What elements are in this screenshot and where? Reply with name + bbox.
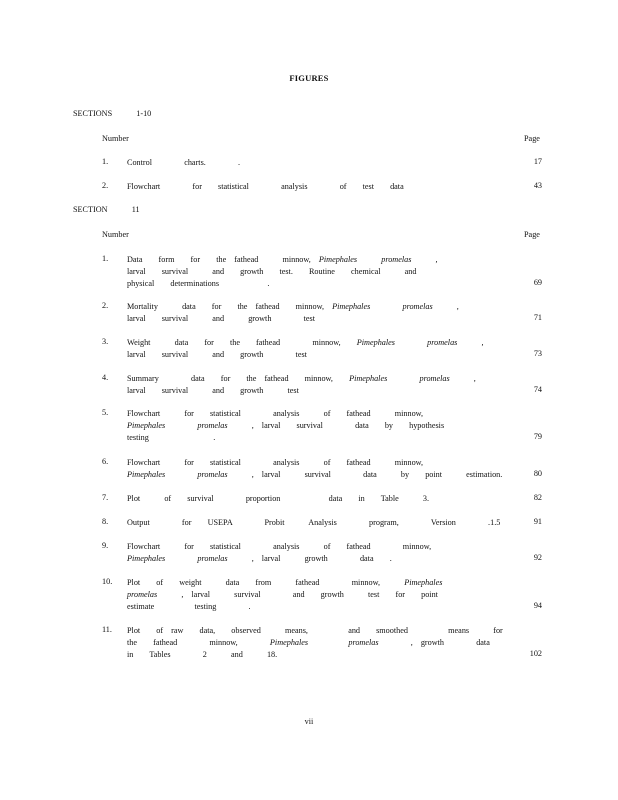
figure-page-number: 17 [533,157,542,166]
figure-page-number: 102 [529,649,542,658]
species-name: promelas [427,338,458,347]
figure-number: 9. [102,541,109,550]
figure-caption [127,625,503,661]
figure-page-number: 69 [533,278,542,287]
figure-number: 2. [102,301,109,310]
species-name: promelas [197,470,228,479]
caption-line: Weight data for the fathead minnow, Pimephales promelas , [127,338,484,347]
number-column-header: Number [102,230,129,239]
figure-number: 1. [102,157,109,166]
caption-line: larval survival and growth test [127,386,299,395]
figure-entry [102,301,542,325]
species-name: Pimephales [318,255,358,264]
figure-entry [102,517,542,529]
species-name: promelas [197,421,228,430]
figure-caption [127,541,437,565]
caption-line: Flowchart for statistical analysis of test data [127,182,404,191]
figure-caption [127,373,476,397]
figure-page-number: 92 [533,553,542,562]
figure-entry [102,373,542,397]
figure-caption [127,181,437,193]
figure-page-number: 43 [533,181,542,190]
caption-line: Output for USEPA Probit Analysis program, Version .1.5 [127,518,501,527]
caption-line: Flowchart for statistical analysis of fathead minnow, [127,542,432,551]
caption-line: larval survival and growth test [127,314,315,323]
figure-number: 2. [102,181,109,190]
caption-line: Plot of raw data, observed means, and smoothed means for [127,626,503,635]
caption-line: physical determinations . [127,279,270,288]
page-column-header: Page [524,230,540,239]
caption-line: estimate testing . [127,602,251,611]
species-name: promelas [381,255,412,264]
number-column-header: Number [102,134,129,143]
figure-page-number: 79 [533,432,542,441]
species-name: promelas [419,374,450,383]
species-name: promelas [197,554,228,563]
section-heading: SECTIONS 1-10 [73,109,152,118]
figure-page-number: 91 [533,517,542,526]
figure-page-number: 73 [533,349,542,358]
figure-caption [127,408,445,444]
species-name: Pimephales [349,374,388,383]
figure-number: 7. [102,493,109,502]
page-title: FIGURES [289,73,329,83]
species-name: Pimephales [127,554,166,563]
figure-entry [102,337,542,361]
figure-entry [102,625,542,661]
section-heading: SECTION 11 [73,205,140,214]
caption-line: Flowchart for statistical analysis of fathead minnow, [127,458,424,467]
figure-caption [127,577,443,613]
figure-entry [102,541,542,565]
caption-line: Plot of survival proportion data in Table 3. [127,494,430,503]
figure-entry [102,181,542,193]
caption-line: Pimephales promelas , larval growth data . [127,554,392,563]
figure-number: 6. [102,457,109,466]
caption-line: Flowchart for statistical analysis of fathead minnow, [127,409,424,418]
caption-line: Control charts. . [127,158,241,167]
species-name: Pimephales [127,470,166,479]
figure-number: 1. [102,254,109,263]
caption-line: Pimephales promelas , larval survival data by point estimation. [127,470,503,479]
figure-entry [102,457,542,481]
caption-line: the fathead minnow, Pimephales promelas , growth data [127,638,490,647]
caption-line: Mortality data for the fathead minnow, Pimephales promelas , [127,302,459,311]
figure-number: 10. [102,577,113,586]
figure-caption [127,493,437,505]
species-name: Pimephales [269,638,309,647]
page-column-header: Page [524,134,540,143]
species-name: Pimephales [356,338,395,347]
caption-line: Pimephales promelas , larval survival data by hypothesis [127,421,445,430]
page-number: vii [304,717,314,726]
figure-caption [127,517,501,529]
species-name: Pimephales [404,578,443,587]
figure-entry [102,408,542,444]
figure-entry [102,493,542,505]
species-name: Pimephales [332,302,371,311]
figure-page-number: 80 [533,469,542,478]
species-name: Pimephales [127,421,166,430]
species-name: promelas [348,638,379,647]
figure-entry [102,577,542,613]
figure-caption [127,457,503,481]
figure-page-number: 71 [533,313,542,322]
caption-line: Plot of weight data from fathead minnow, Pimephales [127,578,443,587]
caption-line: Data form for the fathead minnow, Pimephales promelas , [127,255,438,264]
figure-page-number: 74 [533,385,542,394]
figure-entry [102,254,542,290]
figure-caption [127,301,459,325]
caption-line: larval survival and growth test. Routine chemical and [127,267,417,276]
figure-page-number: 82 [533,493,542,502]
figure-number: 4. [102,373,109,382]
caption-line: larval survival and growth test [127,350,307,359]
caption-line: Summary data for the fathead minnow, Pimephales promelas , [127,374,476,383]
figure-caption [127,157,437,169]
figure-number: 11. [102,625,112,634]
caption-line: promelas , larval survival and growth test for point [127,590,438,599]
species-name: promelas [402,302,433,311]
figure-page-number: 94 [533,601,542,610]
caption-line: in Tables 2 and 18. [127,650,278,659]
figure-number: 5. [102,408,109,417]
figure-entry [102,157,542,169]
species-name: promelas [127,590,158,599]
figure-number: 8. [102,517,109,526]
figure-number: 3. [102,337,109,346]
figure-caption [127,337,484,361]
figure-caption [127,254,437,290]
caption-line: testing . [127,433,216,442]
